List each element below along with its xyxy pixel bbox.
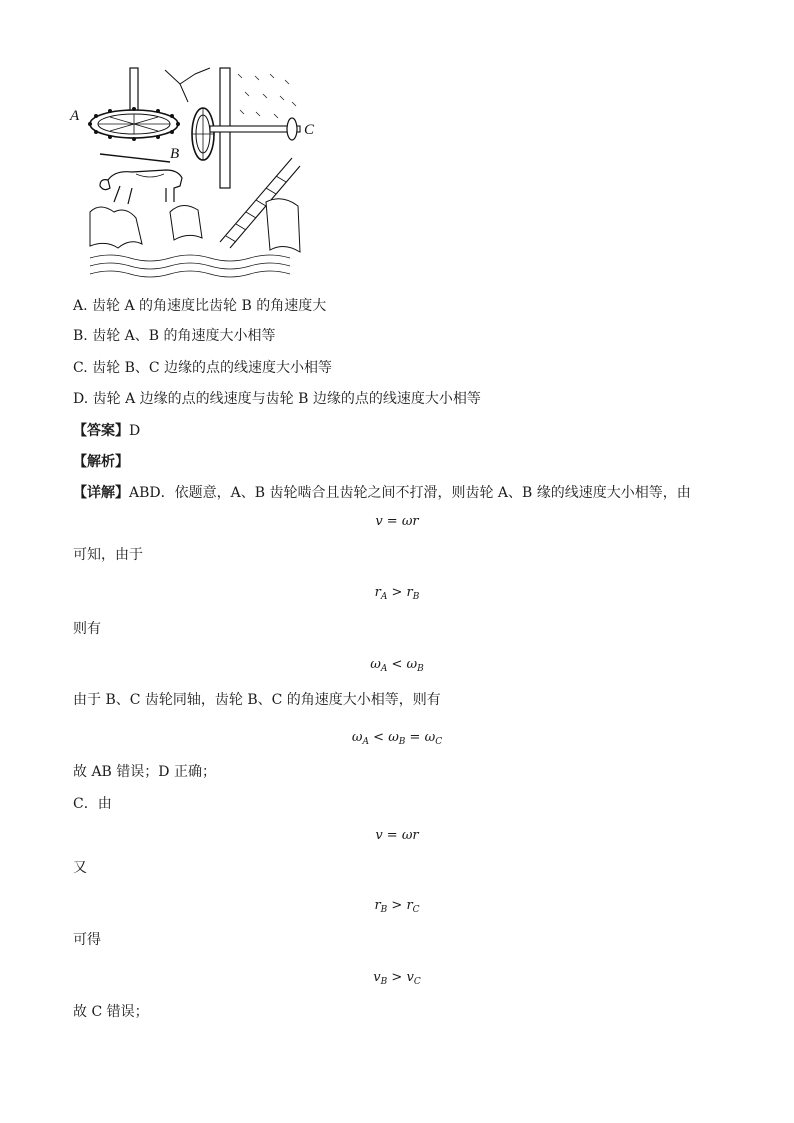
option-text: 齿轮 A 的角速度比齿轮 B 的角速度大 xyxy=(92,298,327,314)
formula-wa-lt-wb: $\omega_A < \omega_B$ xyxy=(370,657,424,674)
illustration-svg xyxy=(70,62,315,287)
option-key: B. xyxy=(73,328,88,344)
option-d xyxy=(73,389,481,409)
formula-wa-lt-wb-eq-wc: $\omega_A < \omega_B = \omega_C$ xyxy=(351,730,443,747)
option-text: 齿轮 A、B 的角速度大小相等 xyxy=(92,328,276,344)
text-line-4: 故 AB 错误；D 正确； xyxy=(73,764,216,780)
option-a xyxy=(73,296,326,316)
figure-label-b: B xyxy=(170,146,180,162)
formula-v-omega-r-2: v = ωr xyxy=(375,828,419,843)
formula-v-omega-r: v = ωr xyxy=(375,514,419,529)
option-key: D. xyxy=(73,391,89,407)
gear-waterwheel-illustration xyxy=(70,62,315,287)
formula-ra-gt-rb: $r_A > r_B$ xyxy=(374,585,420,602)
text-line-2: 则有 xyxy=(73,621,101,637)
formula-vb-gt-vc: $v_B > v_C$ xyxy=(373,970,421,987)
option-key: C. xyxy=(73,360,88,376)
text-line-8: 故 C 错误； xyxy=(73,1004,149,1020)
text-line-1: 可知，由于 xyxy=(73,547,143,563)
option-b xyxy=(73,326,276,346)
detail-line xyxy=(73,483,691,503)
answer-label: 【答案】 xyxy=(73,423,129,439)
option-text: 齿轮 A 边缘的点的线速度与齿轮 B 边缘的点的线速度大小相等 xyxy=(92,391,481,407)
text-line-5: C．由 xyxy=(73,796,112,812)
option-key: A. xyxy=(73,298,88,314)
answer-value: D xyxy=(129,423,141,439)
figure-label-c: C xyxy=(304,122,315,138)
option-text: 齿轮 B、C 边缘的点的线速度大小相等 xyxy=(92,360,333,376)
detail-text: ABD．依题意，A、B 齿轮啮合且齿轮之间不打滑，则齿轮 A、B 缘的线速度大小相等，由 xyxy=(129,485,691,501)
text-line-7: 可得 xyxy=(73,932,101,948)
answer-line xyxy=(73,421,140,441)
formula-rb-gt-rc: $r_B > r_C$ xyxy=(374,898,420,915)
text-line-3: 由于 B、C 齿轮同轴，齿轮 B、C 的角速度大小相等，则有 xyxy=(73,692,441,708)
text-line-6: 又 xyxy=(73,860,87,876)
figure-label-a: A xyxy=(70,108,80,124)
detail-label: 【详解】 xyxy=(73,485,129,501)
analysis-label: 【解析】 xyxy=(73,454,129,470)
option-c xyxy=(73,358,332,378)
